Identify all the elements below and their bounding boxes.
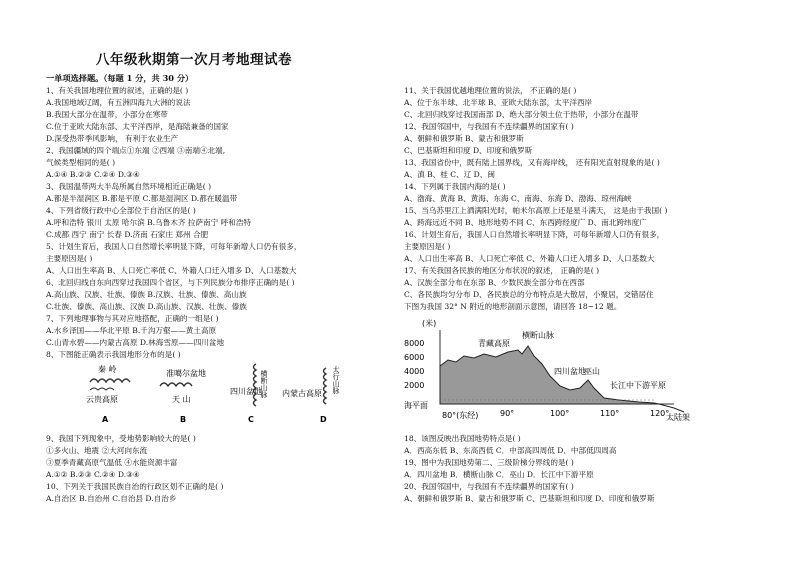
right-line: A、朝鲜和俄罗斯 B、蒙古和俄罗斯: [404, 134, 524, 143]
left-line: A.水乡泽国——华北平原 B.千沟万壑——黄土高原: [46, 326, 217, 335]
figure-option-b: [160, 368, 206, 404]
right-line: A、位于东半球、北半球 B、亚欧大陆东部，太平洋西岸: [404, 98, 593, 107]
fig-b-bottom: 天 山: [172, 395, 191, 404]
left-line: 4、下列省级行政中心全部位于自治区的是( ): [46, 206, 196, 215]
left-line: 10、下列关于我国民族自治的行政区划不正确的是( ): [46, 482, 224, 491]
left-line: A、人口出生率高 B、人口死亡率低 C、外籍人口迁入增多 D、人口基数大: [46, 266, 297, 275]
fig-c-right: 横断山脉: [260, 370, 268, 398]
right-line: A、汉族全部分布在东部 B、少数民族全部分布在西部: [404, 278, 585, 287]
fig-label-a: A: [102, 415, 109, 424]
fig-label-d: D: [320, 415, 327, 424]
fig-label-c: C: [248, 415, 254, 424]
profile-label-tibet: 青藏高原: [478, 339, 510, 348]
right-line: C、北回归线穿过我国南部 D、绝大部分领土位于热带，小部分在温带: [404, 110, 639, 119]
fig-a-top: 秦 岭: [98, 365, 117, 374]
left-line: A.高山族、汉族、壮族、傣族 B.汉族、壮族、傣族、高山族: [46, 290, 247, 299]
left-line: A.我国地域辽阔，有五洲四海九大洲的说法: [46, 98, 191, 107]
right-line: A、人口出生率高 B、人口死亡率低 C、外籍人口迁入增多 D、人口基数大: [404, 254, 655, 263]
left-line: A.自治区 B.自治州 C.自治县 D.自治乡: [46, 494, 177, 503]
fig-d-left: 内蒙古高原: [282, 389, 322, 398]
left-line: A.①④ B.②③ C.②④ D.③④: [46, 170, 140, 179]
left-line: 7、下列地理事物与其对应地搭配，正确的一组是( ): [46, 314, 219, 323]
right-line: 18、该图反映出我国地势特点是( ): [404, 434, 521, 443]
left-line: 3、我国温带两大半岛所属自然环境相近正确是( ): [46, 182, 212, 191]
left-line: 1、有关我国地理位置的叙述，正确的是( ): [46, 86, 189, 95]
profile-label-sichuan: 四川盆地: [554, 367, 586, 376]
right-line: 20、我国邻国中，与我国有不连续疆界的国家有( ): [404, 482, 574, 491]
y-tick-6000: 6000: [404, 353, 425, 362]
right-line: 14、下列属于我国内海的是( ): [404, 182, 506, 191]
figure-option-a: [86, 364, 130, 404]
right-line: 19、图中为我国地势第二、三级阶梯分界线的是( ): [404, 458, 574, 467]
left-line: A.都是半湿润区 B.都是平原 C.都是湿润区 D.都在暖温带: [46, 194, 238, 203]
x-tick-90: 90°: [500, 409, 515, 418]
left-line: A.呼和浩特 银川 太原 哈尔滨 B.乌鲁木齐 拉萨南宁 呼和浩特: [46, 218, 252, 227]
right-line: A．西高东低 B、东高西低 C．中部高四周低 D．中部低四周高: [404, 446, 617, 455]
left-line: ③夏季青藏高原气温低 ④水能资源丰富: [46, 458, 178, 467]
left-line: C.位于亚欧大陆东部、太平洋西岸，是海陆兼备的国家: [46, 122, 229, 131]
right-line: 主要原因是( ): [404, 242, 451, 251]
left-line: C.山青水碧——内蒙古高原 D.林海雪原——四川盆地: [46, 338, 225, 347]
section-heading: 一单项选择题。（每题 1 分，共 30 分）: [46, 73, 194, 83]
x-tick-100: 100°: [550, 409, 570, 418]
right-line: A、朝鲜和俄罗斯 B、蒙古和俄罗斯 C、巴基斯坦和印度 D、印度和俄罗斯: [404, 494, 655, 503]
y-tick-4000: 4000: [404, 367, 425, 376]
left-line: 主要原因是( ): [46, 254, 93, 263]
terrain-profile-figure: [404, 316, 700, 426]
right-line: A、滇 B、桂 C、辽 D、闽: [404, 170, 495, 179]
y-tick-sea-level: 海平面: [404, 401, 428, 410]
left-line: 5、计划生育后，我国人口自然增长率明显下降，可每年新增人口仍有很多，: [46, 242, 302, 251]
right-line: 16、计划生育后，我国人口自然增长率明显下降，可每年新增人口仍有很多，: [404, 230, 665, 239]
x-tick-80: 80°(东经): [442, 411, 479, 420]
left-line: 气候类型相同的是( ): [46, 158, 116, 167]
q8-terrain-figure: [80, 360, 380, 430]
left-line: 9、我国下列现象中，受地势影响较大的是( ): [46, 434, 196, 443]
right-line: A、跨海远近不同 B、地形地势不同 C、东西跨经度广 D、南北跨纬度广: [404, 218, 647, 227]
left-line: C.壮族、傣族、高山族、汉族 D.高山族、汉族、壮族、傣族: [46, 302, 247, 311]
right-line: 12、我国邻国中，与我国有不连续疆界的国家有( ): [404, 122, 574, 131]
profile-unit: (米): [422, 319, 437, 328]
profile-label-hengduan: 横断山脉: [522, 331, 554, 340]
left-line: D.深受热带季风影响， 有利于农业生产: [46, 134, 179, 143]
fig-c-left: 四川盆地: [230, 387, 262, 396]
right-line: 15、当乌苏里江上洒满阳光时，帕米尔高原上还是星斗满天， 这是由于我国( ): [404, 206, 668, 215]
left-line: 8、下图能正确表示我国地形分布的是( ): [46, 350, 181, 359]
left-line: C.成都 西宁 南宁 长春 D.济南 石家庄 郑州 合肥: [46, 230, 209, 239]
left-line: 2、我国疆域的四个端点①东端 ②西端 ③南端④北端,: [46, 146, 226, 155]
left-line: B.我国大部分在温带，小部分在寒带: [46, 110, 168, 119]
figure-option-c: [230, 364, 268, 406]
x-tick-110: 110°: [600, 409, 620, 418]
right-line: 13、我国省份中，既有陆上国界线，又有海岸线， 还有阳光直射现象的是( ): [404, 158, 660, 167]
fig-d-right: 太行山脉: [332, 366, 340, 394]
profile-label-shelf: 太陆架: [666, 413, 690, 422]
right-line: 11、关于我国优越地理位置的说法， 不正确的是( ): [404, 86, 577, 95]
profile-label-yangtze: 长江中下游平原: [610, 381, 666, 390]
fig-label-b: B: [180, 415, 187, 424]
fig-b-top: 准噶尔盆地: [166, 369, 206, 378]
right-line: A．四川盆地 B．横断山脉 C．巫山 D．长江中下游平原: [404, 470, 594, 479]
y-tick-8000: 8000: [404, 339, 425, 348]
right-line: 下图为我国 32° N 附近的地形剖面示意图，请回答 18~12 题。: [404, 302, 622, 311]
right-line: C、各民族均匀分布 D、各民族总的分布特点是大散居，小聚居，交错居住: [404, 290, 654, 299]
figure-option-d: [282, 365, 340, 404]
fig-a-bottom: 云贵高原: [86, 395, 118, 404]
left-line: A.①② B.②③ C.②④ D.③④: [46, 470, 140, 479]
left-line: 6、北回归线自东向西穿过我国四个省区，与下列民族分布排序正确的是( ): [46, 278, 295, 287]
right-line: 17、有关我国各民族的地区分布状况的叙述， 正确的是( ): [404, 266, 600, 275]
profile-label-wushan: 巫山: [584, 367, 600, 376]
x-tick-120: 120°: [650, 409, 670, 418]
y-tick-2000: 2000: [404, 381, 425, 390]
page-title: 八年级秋期第一次月考地理试卷: [96, 52, 292, 68]
left-line: ①多火山、地震 ②大河向东流: [46, 446, 148, 455]
right-line: C、巴基斯坦和印度 D、印度和俄罗斯: [404, 146, 533, 155]
right-line: A、渤海、黄海 B、黄海、东海 C、南海、东海 D、渤海、琼州海峡: [404, 194, 632, 203]
